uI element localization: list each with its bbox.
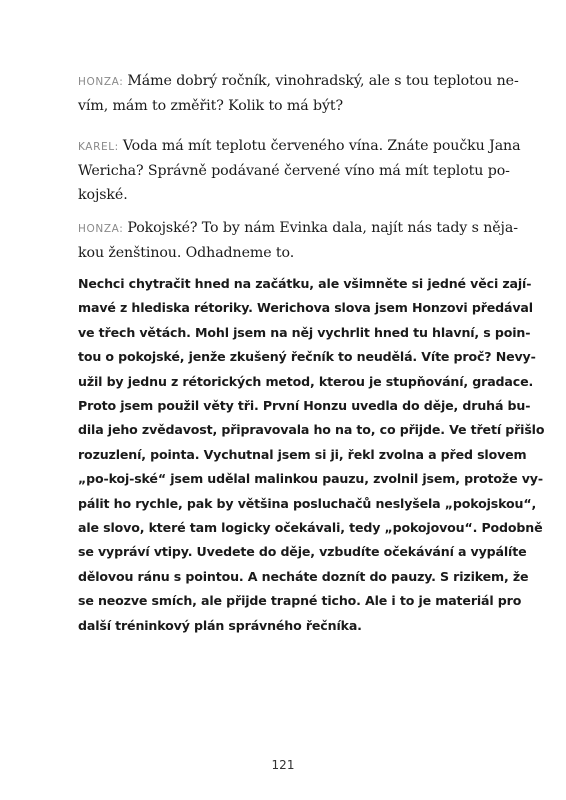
commentary-paragraph xyxy=(78,272,545,638)
commentary-line: další tréninkový plán správného řečníka. xyxy=(78,617,362,633)
commentary-line: dila jeho zvědavost, připravovala ho na to, co přijde. Ve třetí přišlo xyxy=(78,422,545,438)
dialogue-text: Máme dobrý ročník, vinohradský, ale s tou teplotou ne- xyxy=(127,73,519,89)
commentary-line: mavé z hlediska rétoriky. Werichova slova jsem Honzovi předával xyxy=(78,300,533,316)
dialogue-text: Pokojské? To by nám Evinka dala, najít nás tady s něja- xyxy=(127,220,518,236)
dialogue-text: vím, mám to změřit? Kolik to má být? xyxy=(78,98,344,114)
dialogue-text: Voda má mít teplotu červeného vína. Znáte poučku Jana xyxy=(122,138,521,154)
dialogue-text: kou ženštinou. Odhadneme to. xyxy=(78,245,295,261)
commentary-line: užil by jednu z rétorických metod, kterou je stupňování, gradace. xyxy=(78,373,534,389)
speaker-label: HONZA: xyxy=(78,76,124,88)
dialogue-text: kojské. xyxy=(78,187,128,203)
page-number: 121 xyxy=(271,758,295,772)
commentary-line: „po-koj-ské“ jsem udělal malinkou pauzu, zvolnil jsem, protože vy- xyxy=(78,471,543,487)
commentary-line: dělovou ránu s pointou. A necháte doznít do pauzy. S rizikem, že xyxy=(78,568,529,584)
commentary-line: ve třech větách. Mohl jsem na něj vychrlit hned tu hlavní, s poin- xyxy=(78,324,531,340)
commentary-line: tou o pokojské, jenže zkušený řečník to neudělá. Víte proč? Nevy- xyxy=(78,349,536,365)
commentary-line: ale slovo, které tam logicky očekávali, tedy „pokojovou“. Podobně xyxy=(78,520,543,536)
commentary-line: pálit ho rychle, pak by většina posluchačů neslyšela „pokojskou“, xyxy=(78,495,537,511)
commentary-line: rozuzlení, pointa. Vychutnal jsem si ji, řekl zvolna a před slovem xyxy=(78,446,527,462)
commentary-line: se neozve smích, ale přijde trapné ticho. Ale i to je materiál pro xyxy=(78,593,522,609)
speaker-label: HONZA: xyxy=(78,223,124,235)
dialogue-karel xyxy=(78,134,521,207)
commentary-line: se vypráví vtipy. Uvedete do děje, vzbudíte očekávání a vypálíte xyxy=(78,544,527,560)
dialogue-honza-1 xyxy=(78,69,519,118)
commentary-line: Nechci chytračit hned na začátku, ale všimněte si jedné věci zají- xyxy=(78,276,532,291)
speaker-label: KAREL: xyxy=(78,141,119,153)
commentary-line: Proto jsem použil věty tři. První Honzu uvedla do děje, druhá bu- xyxy=(78,398,531,414)
dialogue-honza-2 xyxy=(78,216,518,265)
dialogue-text: Wericha? Správně podávané červené víno má mít teplotu po- xyxy=(78,163,510,179)
